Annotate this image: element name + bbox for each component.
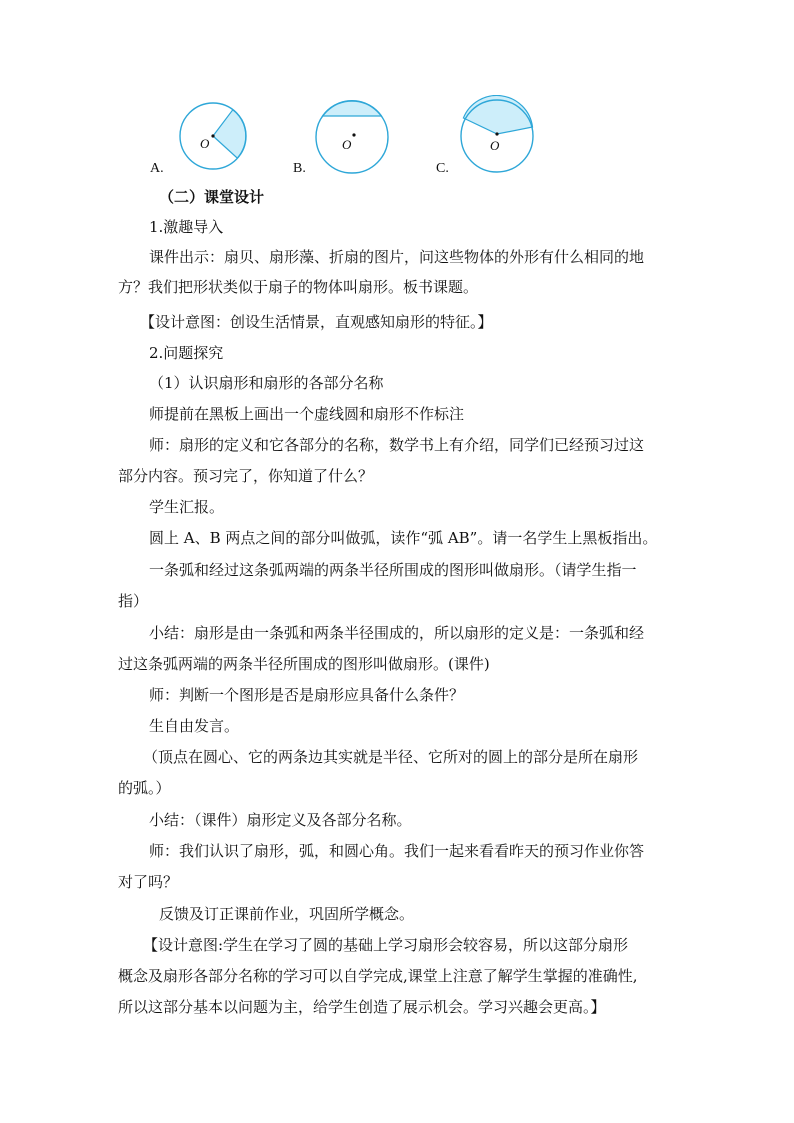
step-2-title: 2.问题探究	[149, 344, 224, 362]
paragraph-8: 师：判断一个图形是否是扇形应具备什么条件？	[149, 686, 465, 704]
figure-options	[0, 95, 794, 185]
option-c-figure	[455, 95, 545, 175]
paragraph-9: 生自由发言。	[149, 717, 240, 735]
section-heading: （二）课堂设计	[159, 188, 265, 206]
option-a-label: A.	[150, 161, 164, 176]
step-1-title: 1.激趣导入	[149, 218, 224, 236]
option-b-figure	[310, 95, 400, 175]
design-intent-2-line-3: 所以这部分基本以问题为主，给学生创造了展示机会。学习兴趣会更高。】	[118, 998, 606, 1016]
paragraph-6-line-2: 指）	[118, 592, 149, 610]
paragraph-2: 师提前在黑板上画出一个虚线圆和扇形不作标注	[149, 405, 465, 423]
paragraph-1-line-2: 方？我们把形状类似于扇子的物体叫扇形。板书课题。	[118, 278, 479, 296]
option-c-label: C.	[436, 161, 449, 176]
option-c-sector	[463, 95, 532, 134]
paragraph-7-line-2: 过这条弧两端的两条半径所围成的图形叫做扇形。(课件)	[118, 655, 490, 673]
design-intent-2-line-2: 概念及扇形各部分名称的学习可以自学完成,课堂上注意了解学生掌握的准确性,	[118, 967, 638, 985]
option-c-center-point	[495, 132, 498, 135]
paragraph-13: 反馈及订正课前作业，巩固所学概念。	[159, 905, 415, 923]
paragraph-10-line-2: 的弧。）	[118, 779, 171, 797]
option-c-center-label: O	[490, 138, 500, 153]
paragraph-11: 小结：（课件）扇形定义及各部分名称。	[149, 811, 412, 829]
paragraph-5: 圆上 A、B 两点之间的部分叫做弧，读作“弧 AB”。请一名学生上黑板指出。	[149, 529, 658, 547]
paragraph-1-line-1: 课件出示：扇贝、扇形藻、折扇的图片，问这些物体的外形有什么相同的地	[149, 248, 645, 266]
paragraph-12-line-1: 师：我们认识了扇形，弧，和圆心角。我们一起来看看昨天的预习作业你答	[149, 842, 645, 860]
option-a-center-label: O	[200, 136, 210, 151]
design-intent-1: 【设计意图：创设生活情景，直观感知扇形的特征。】	[140, 313, 493, 331]
option-a-center-point	[211, 134, 214, 137]
option-a-figure	[170, 95, 260, 175]
paragraph-10-line-1: （顶点在圆心、它的两条边其实就是半径、它所对的圆上的部分是所在扇形	[143, 748, 639, 766]
option-b-center-label: O	[342, 137, 352, 152]
paragraph-4: 学生汇报。	[149, 498, 225, 516]
option-b-center-point	[352, 133, 355, 136]
design-intent-2-line-1: 【设计意图:学生在学习了圆的基础上学习扇形会较容易，所以这部分扇形	[143, 936, 629, 954]
paragraph-12-line-2: 对了吗？	[118, 873, 179, 891]
sub-step-1-title: （1）认识扇形和扇形的各部分名称	[149, 374, 384, 392]
paragraph-3-line-1: 师：扇形的定义和它各部分的名称，数学书上有介绍，同学们已经预习过这	[149, 436, 645, 454]
paragraph-7-line-1: 小结：扇形是由一条弧和两条半径围成的，所以扇形的定义是：一条弧和经	[149, 624, 645, 642]
paragraph-6-line-1: 一条弧和经过这条弧两端的两条半径所围成的图形叫做扇形。（请学生指一	[149, 561, 637, 579]
paragraph-3-line-2: 部分内容。预习完了，你知道了什么？	[118, 467, 374, 485]
option-b-label: B.	[293, 161, 306, 176]
